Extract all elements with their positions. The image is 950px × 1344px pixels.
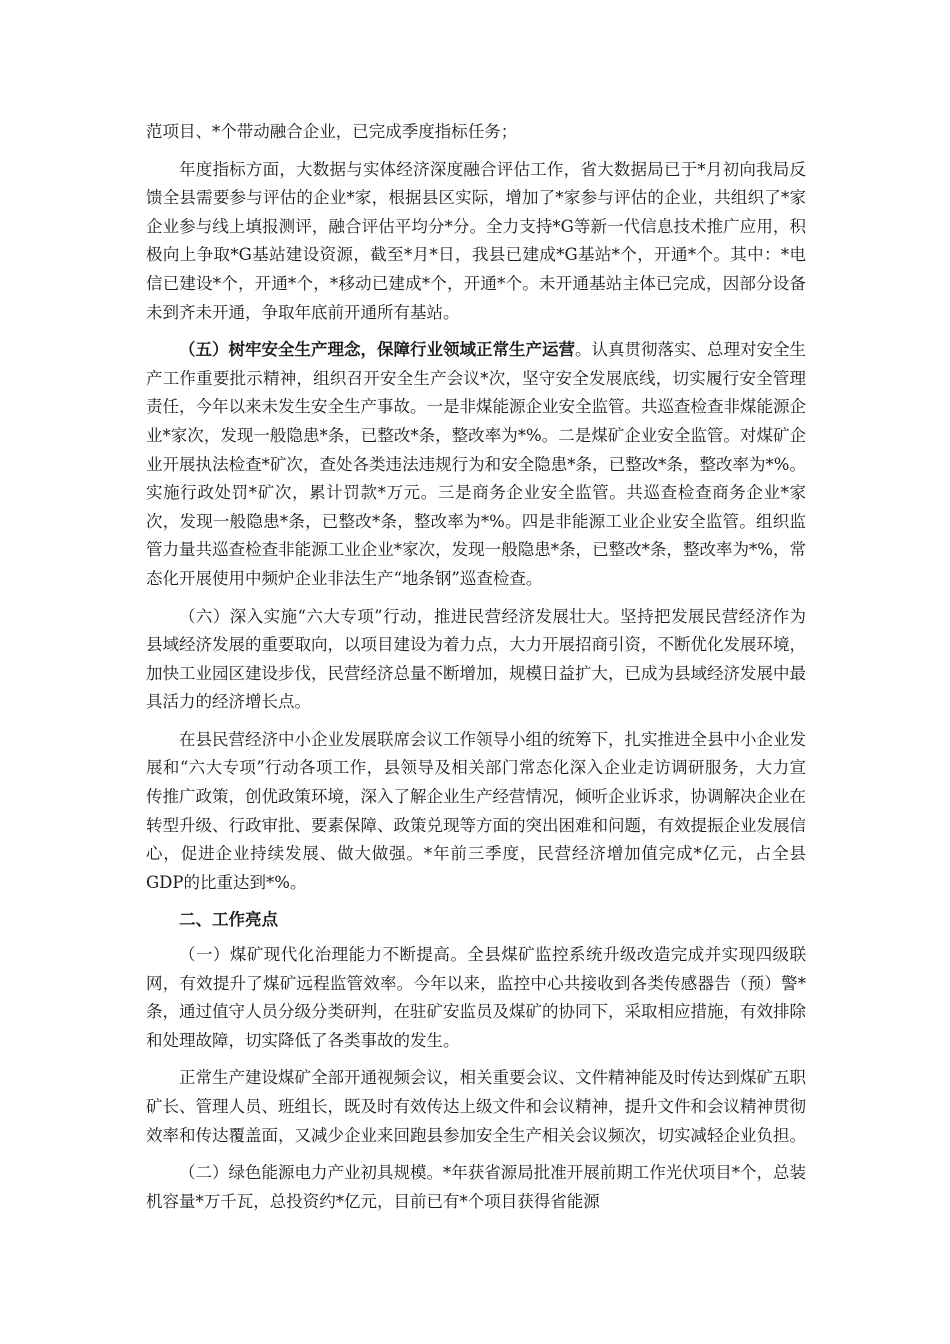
section-heading: 二、工作亮点: [179, 910, 278, 930]
paragraph-text: （一）煤矿现代化治理能力不断提高。全县煤矿监控系统升级改造完成并实现四级联网，有效提升了煤矿远程监管效率。今年以来，监控中心共接收到各类传感器告（预）警*条，通过值守人员分级分类研判，在驻矿安监员及煤矿的协同下，采取相应措施，有效排除和处理故障，切实降低了各类事故的发生。: [146, 945, 806, 1050]
paragraph-annual-indicators: [146, 156, 806, 328]
paragraph-text: 年度指标方面，大数据与实体经济深度融合评估工作，省大数据局已于*月初向我局反馈全县需要参与评估的企业*家，根据县区实际，增加了*家参与评估的企业，共组织了*家企业参与线上填报测评，融合评估平均分*分。全力支持*G等新一代信息技术推广应用，积极向上争取*G基站建设资源，截至*月*日，我县已建成*G基站*个，开通*个。其中：*电信已建设*个，开通*个，*移动已建成*个，开通*个。未开通基站主体已完成，因部分设备未到齐未开通，争取年底前开通所有基站。: [146, 159, 806, 322]
paragraph-text: 范项目、*个带动融合企业，已完成季度指标任务；: [146, 122, 518, 141]
paragraph-private-economy: [146, 726, 806, 898]
paragraph-text: 在县民营经济中小企业发展联席会议工作领导小组的统筹下，扎实推进全县中小企业发展和“六大专项”行动各项工作，县领导及相关部门常态化深入企业走访调研服务，大力宣传推广政策，创优政策环境，深入了解企业生产经营情况，倾听企业诉求，协调解决企业在转型升级、行政审批、要素保障、政策兑现等方面的突出困难和问题，有效提振企业发展信心，促进企业持续发展、做大做强。*年前三季度，民营经济增加值完成*亿元，占全县GDP的比重达到*%。: [146, 729, 806, 892]
paragraph-green-energy: [146, 1159, 806, 1216]
paragraph-safety-production: [146, 336, 806, 593]
paragraph-text: 。认真贯彻落实、总理对安全生产工作重要批示精神，组织召开安全生产会议*次，坚守安全发展底线，切实履行安全管理责任，今年以来未发生安全生产事故。一是非煤能源企业安全监管。共巡查检查非煤能源企业*家次，发现一般隐患*条，已整改*条，整改率为*%。二是煤矿企业安全监管。对煤矿企业开展执法检查*矿次，查处各类违法违规行为和安全隐患*条，已整改*条，整改率为*%。实施行政处罚*矿次，累计罚款*万元。三是商务企业安全监管。共巡查检查商务企业*家次，发现一般隐患*条，已整改*条，整改率为*%。四是非能源工业企业安全监管。组织监管力量共巡查检查非能源工业企业*家次，发现一般隐患*条，已整改*条，整改率为*%，常态化开展使用中频炉企业非法生产“地条钢”巡查检查。: [146, 340, 806, 588]
paragraph-continued: [146, 118, 806, 147]
paragraph-video-meetings: [146, 1064, 806, 1150]
document-page: [146, 118, 806, 1225]
paragraph-text: 正常生产建设煤矿全部开通视频会议，相关重要会议、文件精神能及时传达到煤矿五职矿长、管理人员、班组长，既及时有效传达上级文件和会议精神，提升文件和会议精神贯彻效率和传达覆盖面，又减少企业来回跑县参加安全生产相关会议频次，切实减轻企业负担。: [146, 1068, 806, 1145]
paragraph-coal-governance: [146, 941, 806, 1055]
paragraph-text: （二）绿色能源电力产业初具规模。*年获省源局批准开展前期工作光伏项目*个，总装机容量*万千瓦，总投资约*亿元，目前已有*个项目获得省能源: [146, 1163, 806, 1211]
paragraph-six-projects: [146, 603, 806, 717]
paragraph-bold-lead: （五）树牢安全生产理念，保障行业领域正常生产运营: [179, 340, 575, 360]
paragraph-text: （六）深入实施“六大专项”行动，推进民营经济发展壮大。坚持把发展民营经济作为县域经济发展的重要取向，以项目建设为着力点，大力开展招商引资，不断优化发展环境，加快工业园区建设步伐，民营经济总量不断增加，规模日益扩大，已成为县域经济发展中最具活力的经济增长点。: [146, 606, 806, 712]
